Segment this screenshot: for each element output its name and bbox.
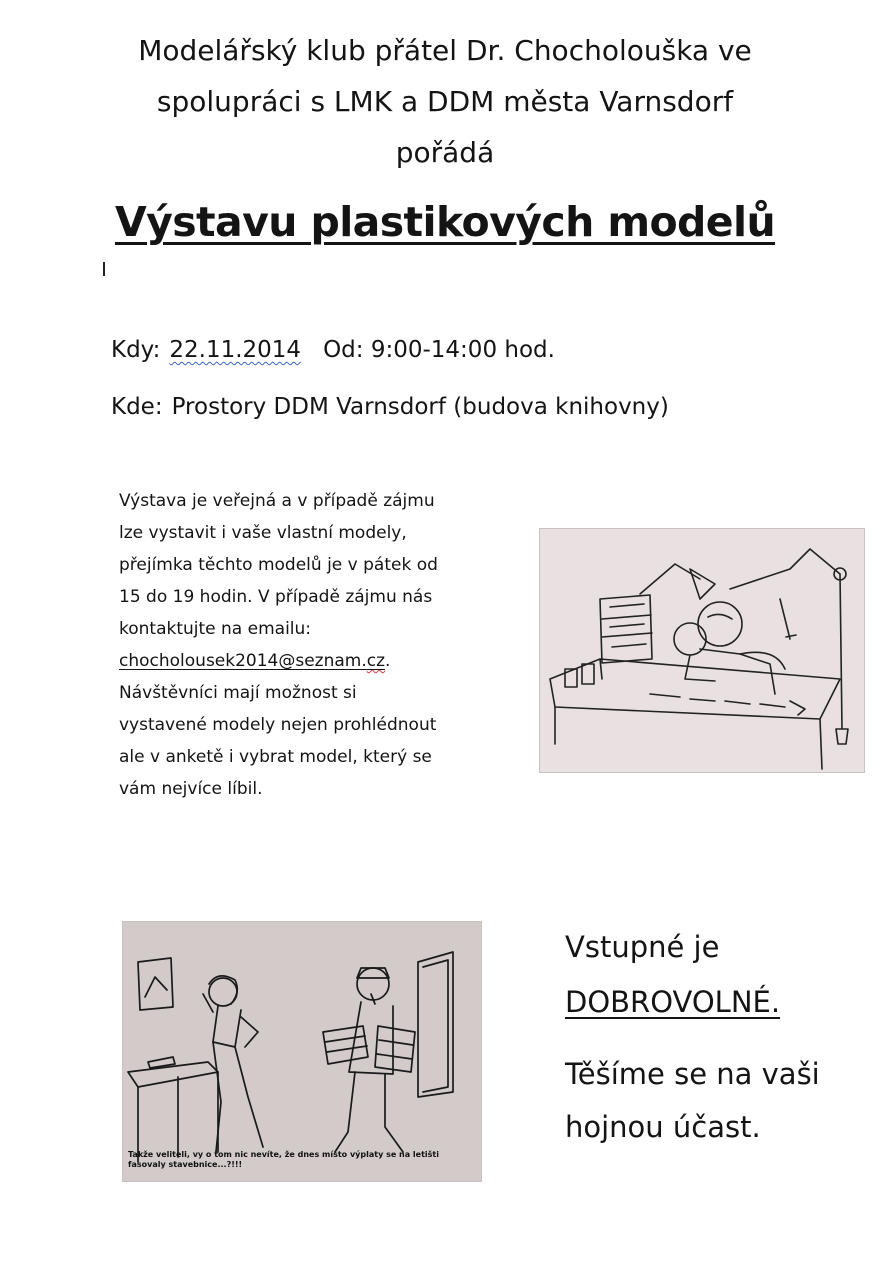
organizer-line-1: Modelářský klub přátel Dr. Chocholouška ve: [138, 34, 752, 67]
description-block: [119, 485, 519, 805]
page-title-text: Výstavu plastikových modelů: [114, 198, 776, 246]
time-label: Od:: [323, 337, 364, 363]
event-time: 9:00-14:00 hod.: [370, 337, 555, 363]
organizer-line-3: pořádá: [395, 136, 495, 169]
description-line: vám nejvíce líbil.: [119, 779, 263, 799]
email-period: .: [385, 651, 391, 671]
closing-line-1: Těšíme se na vaši: [565, 1057, 820, 1091]
entry-label: Vstupné je: [565, 930, 720, 964]
email-address-tld[interactable]: cz: [366, 651, 386, 671]
email-link[interactable]: [119, 651, 385, 671]
email-address-main[interactable]: chocholousek2014@seznam.: [119, 651, 367, 671]
workbench-drawing: [540, 529, 865, 773]
where-label: Kde:: [111, 394, 163, 420]
email-line: [119, 645, 519, 677]
when-label: Kdy:: [111, 337, 161, 363]
entry-value-text: DOBROVOLNÉ.: [565, 985, 781, 1019]
cartoon-drawing: [123, 922, 482, 1182]
text-cursor-mark: [103, 262, 105, 276]
description-line: vystavené modely nejen prohlédnout: [119, 715, 437, 735]
cartoon-illustration: [122, 921, 482, 1182]
description-line: Návštěvníci mají možnost si: [119, 683, 357, 703]
page-title: [0, 195, 890, 249]
description-line: ale v anketě i vybrat model, který se: [119, 747, 432, 767]
event-place: Prostory DDM Varnsdorf (budova knihovny): [171, 394, 669, 420]
cartoon-caption: Takže veliteli, vy o tom nic nevíte, že dnes místo výplaty se na letišti fasovaly stavebnice...?!!!: [128, 1150, 439, 1169]
description-line: lze vystavit i vaše vlastní modely,: [119, 523, 407, 543]
modeler-workbench-illustration: [539, 528, 865, 773]
where-line: [111, 392, 669, 422]
description-line: přejímka těchto modelů je v pátek od: [119, 555, 438, 575]
closing-line-2: hojnou účast.: [565, 1110, 761, 1144]
when-line: [111, 335, 555, 365]
organizer-line-2: spolupráci s LMK a DDM města Varnsdorf: [156, 85, 734, 118]
description-line: kontaktujte na emailu:: [119, 619, 312, 639]
event-date: 22.11.2014: [169, 337, 302, 363]
description-line: Výstava je veřejná a v případě zájmu: [119, 491, 435, 511]
entry-value: [565, 983, 780, 1021]
description-line: 15 do 19 hodin. V případě zájmu nás: [119, 587, 433, 607]
